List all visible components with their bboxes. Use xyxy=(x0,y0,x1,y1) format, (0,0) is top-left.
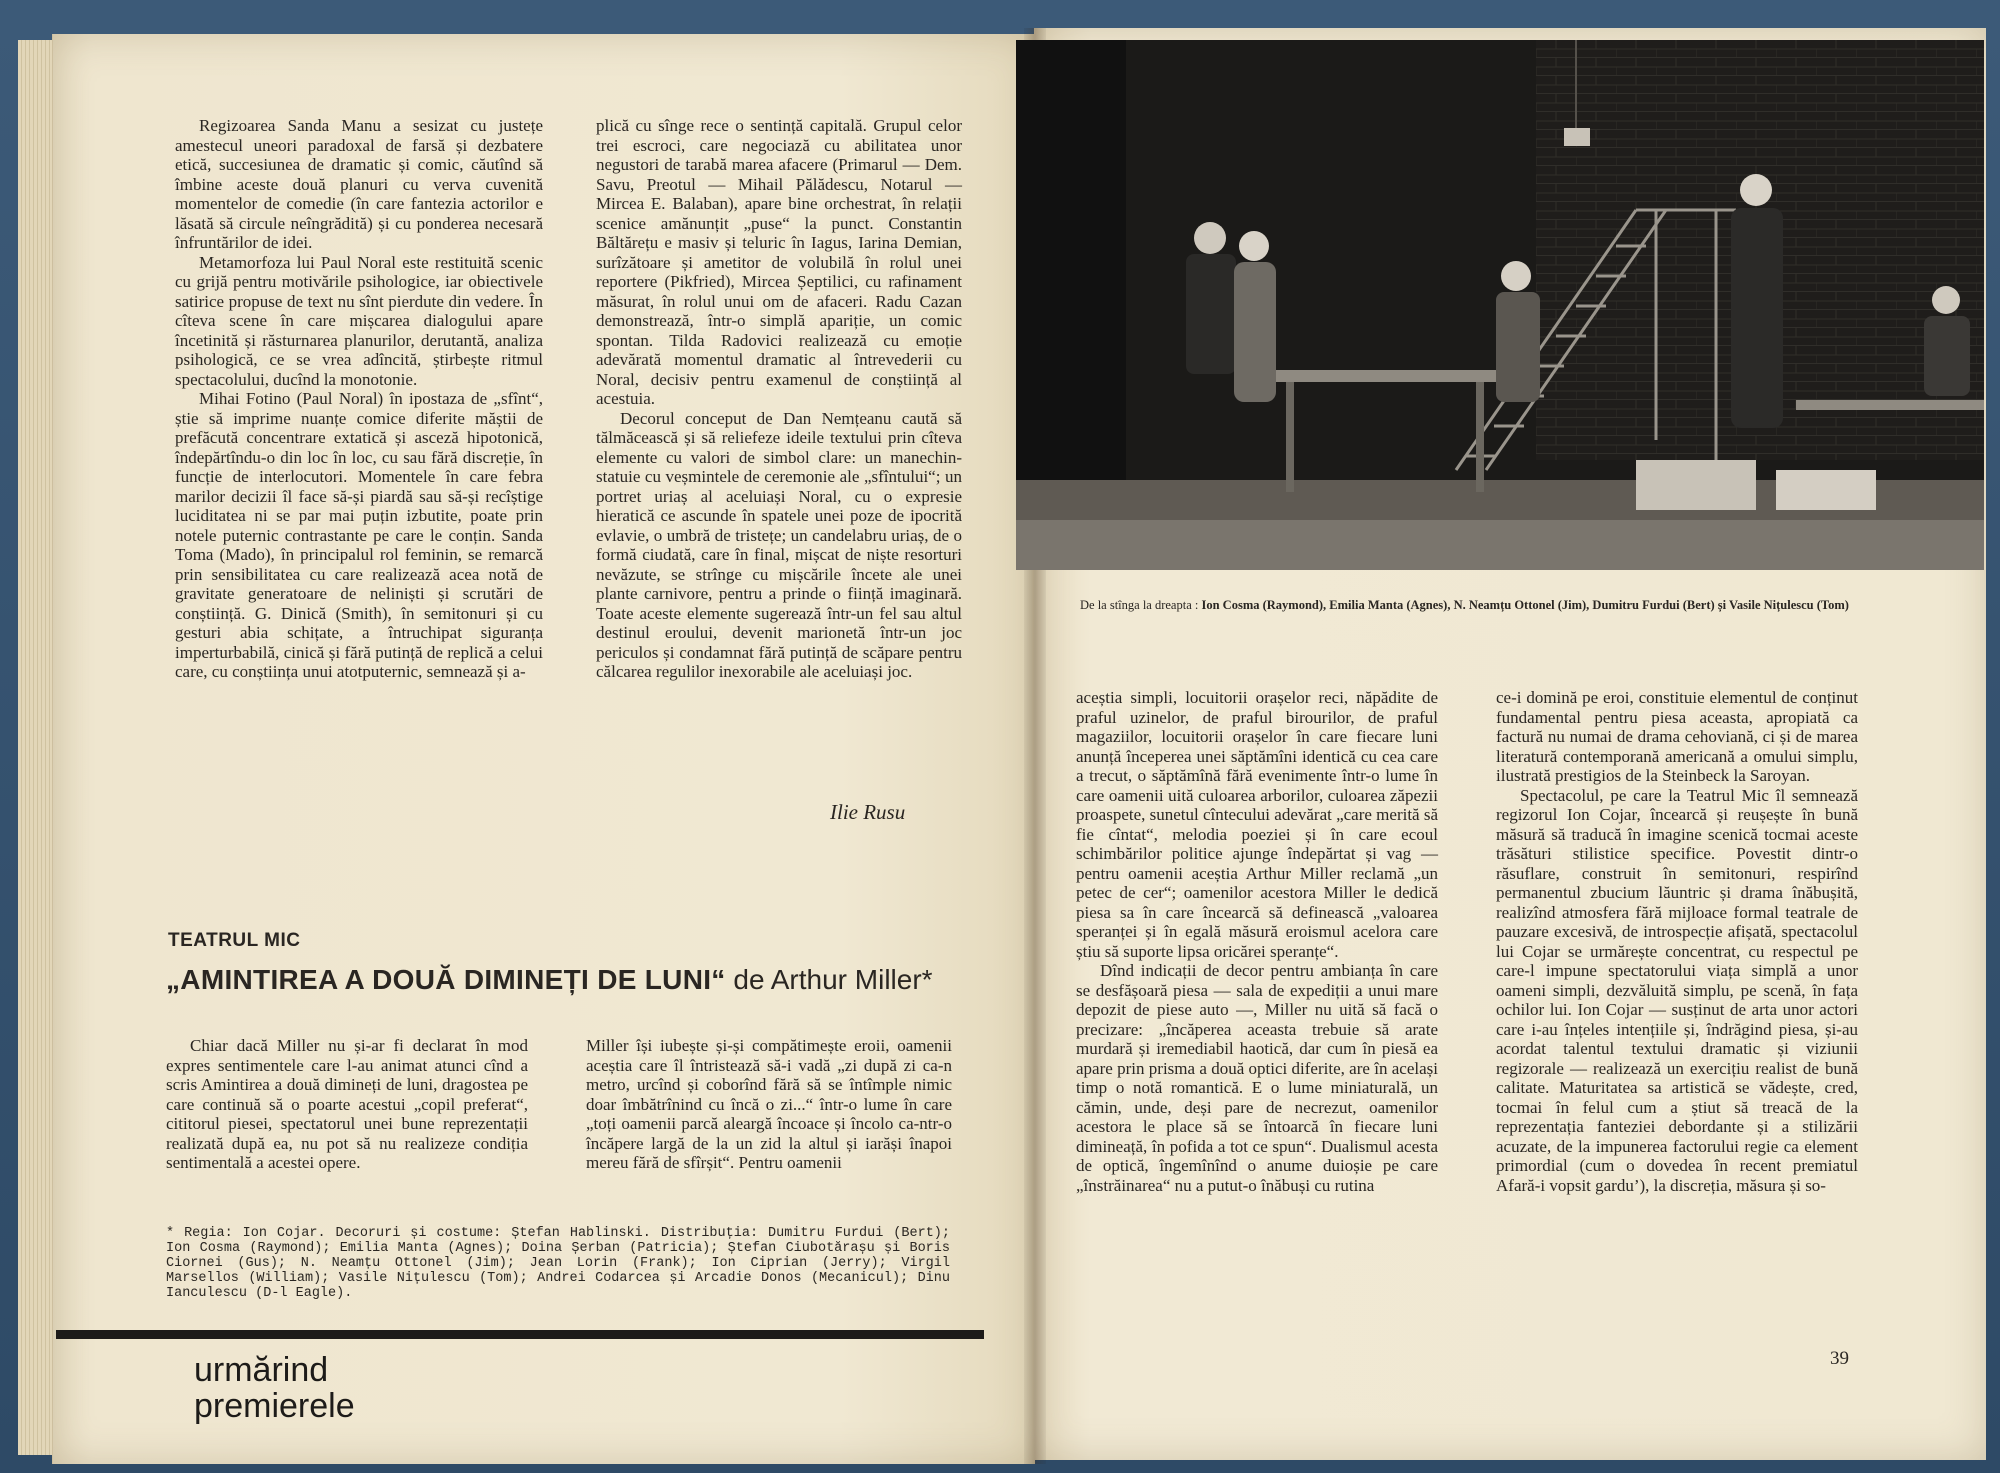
section-rule xyxy=(56,1330,984,1339)
play-author: de Arthur Miller* xyxy=(733,964,933,995)
paragraph: ce-i domină pe eroi, constituie elementul de conținut fundamental pentru piesa aceasta, apropiată ca factură nu numai de drama cehoviană, ci și de marea literatură contemporană americană a omului simplu, ilustrată prestigios de la Steinbeck la Saroyan. xyxy=(1496,688,1858,785)
paragraph: Regizoarea Sanda Manu a sesizat cu justețe amestecul uneori paradoxal de farsă și dezbatere etică, succesiunea de dramatic și comic, căutînd să îmbine aceste două planuri cu verva cuvenită momentelor de comedie (în care fantezia actorilor e lăsată să circule neîngrădită) și cu ponderea necesară înfruntărilor de idei. xyxy=(175,116,543,252)
left-column-3 xyxy=(166,1036,528,1173)
photo-caption xyxy=(1080,598,1880,612)
play-title: „AMINTIREA A DOUĂ DIMINEȚI DE LUNI“ xyxy=(166,964,726,995)
article-headline xyxy=(166,964,933,996)
section-title xyxy=(194,1352,355,1424)
stage-scene-illustration xyxy=(1016,40,1984,570)
stage-photo xyxy=(1016,40,1984,570)
right-column-1 xyxy=(1076,688,1438,1195)
paragraph: Dînd indicații de decor pentru ambianța în care se desfășoară piesa — sala de expediții a unui mare depozit de piese auto —, Miller nu uită să facă o precizare: „încăperea aceasta trebuie să arate murdară și iremediabil haotică, dar cum în piesă ea apare prin prisma a două optici diferite, are în același timp o notă romantică. E o lume miniaturală, un cămin, unde, deși pare de necrezut, oamenilor acestora le place să se întoarcă în fiecare luni dimineață, în pofida a tot ce spun“. Dualismul acesta de optică, îngemînînd o anume duioșie pe care „înstrăinarea“ nu a putut-o înăbuși cu rutina xyxy=(1076,961,1438,1195)
section-title-line: premierele xyxy=(194,1387,355,1425)
section-title-line: urmărind xyxy=(194,1351,329,1389)
caption-prefix: De la stînga la dreapta : xyxy=(1080,598,1199,612)
paragraph: Chiar dacă Miller nu și-ar fi declarat în mod expres sentimentele care l-au animat atunci cînd a scris Amintirea a două dimineți de luni, dragostea pe care continuă să o poarte acestui „copil preferat“, cititorul piesei, spectatorul unei bune reprezentații realizată după ea, nu pot să nu realizeze condiția sentimentală a acestei opere. xyxy=(166,1036,528,1172)
author-signature: Ilie Rusu xyxy=(830,800,906,824)
left-column-2 xyxy=(596,116,962,682)
theatre-label: TEATRUL MIC xyxy=(168,930,301,951)
left-column-1 xyxy=(175,116,543,682)
paragraph: Miller își iubește și-și compătimește eroii, oamenii aceștia care îl întristează să-i vadă „zi după zi ca-n metro, urcînd și coborînd fără să se întîmple nimic doar îmbătrînind cu încă o zi...“ într-o lume în care „toți oamenii parcă aleargă încoace și încolo ca-ntr-o încăpere largă de la un zid la altul și iarăși înapoi mereu fără de sfîrșit“. Pentru oamenii xyxy=(586,1036,952,1172)
cast-footnote: * Regia: Ion Cojar. Decoruri și costume: Ștefan Hablinski. Distribuția: Dumitru Furdui (Bert); Ion Cosma (Raymond); Emilia Manta (Agnes); Doina Șerban (Patricia); Ștefan Ciubotărașu și Boris Ciornei (Gus); N. Neamțu Ottonel (Jim); Jean Lorin (Frank); Ion Ciprian (Jerry); Virgil Marsellos (William); Vasile Nițulescu (Tom); Andrei Codarcea și Arcadie Donos (Mecanicul); Dinu Ianculescu (D-l Eagle). xyxy=(166,1226,950,1301)
caption-names: Ion Cosma (Raymond), Emilia Manta (Agnes), N. Neamțu Ottonel (Jim), Dumitru Furdui (Bert) și Vasile Nițulescu (Tom) xyxy=(1201,598,1849,612)
paragraph: Spectacolul, pe care la Teatrul Mic îl semnează regizorul Ion Cojar, încearcă și reușește în bună măsură să traducă în imagine scenică tocmai aceste trăsături stilistice specifice. Povestit dintr-o răsuflare, construit în semitonuri, respirînd permanentul zbucium lăuntric și drama înăbușită, realizînd atmosfera fără mijloace formal teatrale de pauzare excesivă, de introspecție afișată, spectacolul lui Cojar se urmărește concentrat, cu respectul pe care-l impune spectatorului viața simplă a unor oameni simpli, dezvăluită simplu, pe scenă, în fața ochilor lui. Ion Cojar — susținut de arta unor actori care i-au înțeles intențiile și, îndrăgind piesa, și-au acordat talentul textului dramatic și viziunii regizorale — realizează un exercițiu realist de bună calitate. Maturitatea sa artistică se vădește, cred, tocmai în felul cum a știut să treacă de la reprezentația fanteziei debordante și a stilizării acuzate, de la impunerea factorului regie ca element primordial (cum o dovedea în recent premiatul Afară-i vopsit gardu’), la discreția, măsura și so- xyxy=(1496,785,1858,1195)
paragraph: Mihai Fotino (Paul Noral) în ipostaza de „sfînt“, știe să imprime nuanțe comice diferite măștii de prefăcută concentrare extatică și asceză hipotonică, îndepărtîndu-o din loc în loc, cu sau fără discreție, în funcție de interlocutori. Momentele în care febra marilor decizii îl face să-și piardă sau să-și recîștige luciditatea ni se par mai puțin izbutite, poate prin notele puternic contrastante pe care le conțin. Sanda Toma (Mado), în principalul rol feminin, se remarcă prin sensibilitatea cu care realizează acea notă de gravitate generatoare de neliniști și scrutări de conștiință. G. Dinică (Smith), în semitonuri și cu gesturi abia schițate, a întruchipat siguranța imperturbabilă, cinică și fără putință de replică a celui care, cu conștiința unui atotputernic, semnează și a- xyxy=(175,389,543,681)
right-column-2 xyxy=(1496,688,1858,1195)
left-column-4 xyxy=(586,1036,952,1173)
paragraph: Decorul conceput de Dan Nemțeanu caută să tălmăcească și să reliefeze ideile textului prin cîteva elemente cu valori de simbol clare: un manechin-statuie cu veșmintele de ceremonie ale „sfîntului“; un portret uriaș al aceluiași Noral, cu o expresie hieratică ce ascunde în spatele unei poze de ipocrită evlavie, o umbră de tristețe; un candelabru uriaș, de o formă ciudată, care în final, mișcat de niște resorturi nevăzute, se strînge cu mișcările încete ale unei plante carnivore, pentru a prinde o ființă imaginară. Toate aceste elemente sugerează într-un fel sau altul destinul eroului, devenit marionetă într-un joc periculos și condamnat fără putință de scăpare pentru călcarea regulilor inexorabile ale aceluiași joc. xyxy=(596,408,962,681)
paragraph: aceștia simpli, locuitorii orașelor reci, năpădite de praful uzinelor, de praful birourilor, de praful magaziilor, locuitorii orașelor în care fiecare luni anunță începerea unei săptămîni identică cu cea care a trecut, o săptămînă fără evenimente într-o lume în care oamenii uită culoarea arborilor, culoarea zăpezii proaspete, sunetul cîntecului adevărat „care merită să fie cîntat“, melodia poeziei și în care ecoul schimbărilor politice ajunge îndepărtat și vag — pentru oamenii aceștia Arthur Miller reclamă „un petec de cer“; oamenilor acestora Miller le dedică piesa sa în care încearcă să definească „valoarea speranței și în egală măsură eroismul acelora care știu să suporte lipsa oricărei speranțe“. xyxy=(1076,688,1439,961)
page-number: 39 xyxy=(1830,1348,1849,1369)
paragraph: plică cu sînge rece o sentință capitală. Grupul celor trei escroci, care negociază cu abilitatea unor negustori de tarabă marea afacere (Primarul — Dem. Savu, Preotul — Mihail Pălădescu, Notarul — Mircea E. Balaban), apare bine orchestrat, în relații scenice amănunțit „puse“ la punct. Constantin Băltărețu e masiv și teluric în Iagus, Iarina Demian, surîzătoare și ametitor de volubilă în rolul unei reportere (Pikfried), Mircea Șeptilici, cu rafinament măsurat, în rolul unui om de afaceri. Radu Cazan demonstrează, într-o simplă apariție, un comic spontan. Tilda Radovici realizează cu emoție adevărată momentul dramatic al întrevederii cu Noral, decisiv pentru examenul de conștiință al acestuia. xyxy=(596,116,962,408)
paragraph: Metamorfoza lui Paul Noral este restituită scenic cu grijă pentru motivările psihologice, iar obiectivele satirice propuse de text nu sînt pierdute din vedere. În cîteva scene în care mișcarea dialogului apare încetinită și răsturnarea planurilor, derutantă, analiza psihologică, ce se vrea adîncită, știrbește ritmul spectacolului, ducînd la monotonie. xyxy=(175,252,543,389)
